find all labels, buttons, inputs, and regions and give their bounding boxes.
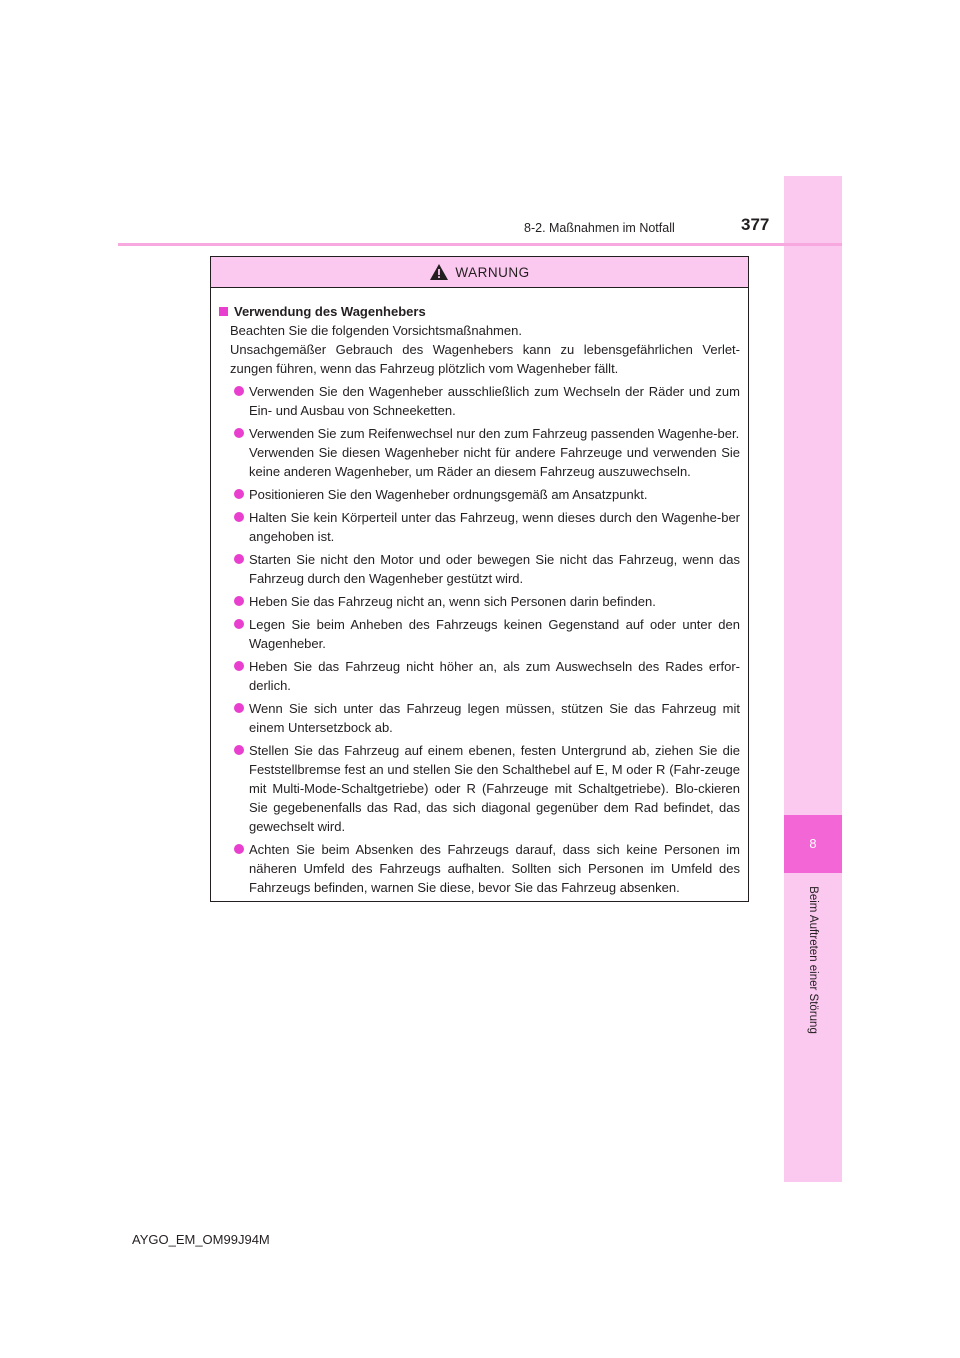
bullet-dot-icon: [234, 661, 244, 671]
list-item-text: Heben Sie das Fahrzeug nicht höher an, als zum Auswechseln des Rades erfor-derlich.: [249, 659, 740, 693]
warning-heading-text: Verwendung des Wagenhebers: [234, 304, 426, 319]
list-item-text: Halten Sie kein Körperteil unter das Fahrzeug, wenn dieses durch den Wagenhe-ber angehoben ist.: [249, 510, 740, 544]
bullet-dot-icon: [234, 428, 244, 438]
warning-body: [211, 288, 748, 897]
list-item-text: Starten Sie nicht den Motor und oder bewegen Sie nicht das Fahrzeug, wenn das Fahrzeug durch den Wagenheber gestützt wird.: [249, 552, 740, 586]
warning-heading: [219, 302, 740, 321]
precaution-list: [219, 382, 740, 897]
list-item: [219, 657, 740, 695]
warning-box: [210, 256, 749, 902]
list-item: [219, 550, 740, 588]
chapter-title: Beim Auftreten einer Störung: [807, 886, 819, 1034]
bullet-dot-icon: [234, 703, 244, 713]
list-item: [219, 424, 740, 481]
list-item: [219, 508, 740, 546]
square-bullet-icon: [219, 307, 228, 316]
document-code: AYGO_EM_OM99J94M: [132, 1232, 270, 1247]
bullet-dot-icon: [234, 745, 244, 755]
warning-header: [211, 257, 748, 288]
list-item-text: Wenn Sie sich unter das Fahrzeug legen müssen, stützen Sie das Fahrzeug mit einem Untersetzbock ab.: [249, 701, 740, 735]
bullet-dot-icon: [234, 554, 244, 564]
list-item: [219, 382, 740, 420]
list-item: [219, 741, 740, 836]
list-item-text: Heben Sie das Fahrzeug nicht an, wenn sich Personen darin befinden.: [249, 594, 656, 609]
list-item-text: Stellen Sie das Fahrzeug auf einem ebenen, festen Untergrund ab, ziehen Sie die Feststellbremse fest an und stellen Sie den Schalthebel auf E, M oder R (Fahr-zeuge mit Multi-Mode-Schaltgetriebe) oder R (Fahrzeuge mit Schaltgetriebe). Blo-ckieren Sie gegebenenfalls das Rad, das sich diagonal gegenüber dem Rad befindet, das gewechselt wird.: [249, 743, 740, 834]
intro-line: Unsachgemäßer Gebrauch des Wagenhebers kann zu lebensgefährlichen Verlet-zungen führen, wenn das Fahrzeug plötzlich vom Wagenheber fällt.: [230, 342, 740, 376]
bullet-dot-icon: [234, 512, 244, 522]
list-item: [219, 699, 740, 737]
list-item-text: Legen Sie beim Anheben des Fahrzeugs keinen Gegenstand auf oder unter den Wagenheber.: [249, 617, 740, 651]
warning-title: WARNUNG: [455, 264, 530, 280]
warning-triangle-icon: [429, 263, 449, 281]
list-item-text: Achten Sie beim Absenken des Fahrzeugs darauf, dass sich keine Personen im näheren Umfeld des Fahrzeugs aufhalten. Sollten sich Personen im Umfeld des Fahrzeugs befinden, warnen Sie diese, bevor Sie das Fahrzeug absenken.: [249, 842, 740, 895]
header-rule: [118, 243, 842, 246]
list-item: [219, 485, 740, 504]
bullet-dot-icon: [234, 619, 244, 629]
bullet-dot-icon: [234, 489, 244, 499]
list-item: [219, 615, 740, 653]
list-item: [219, 840, 740, 897]
bullet-dot-icon: [234, 596, 244, 606]
list-item: [219, 592, 740, 611]
list-item-text: Positionieren Sie den Wagenheber ordnungsgemäß am Ansatzpunkt.: [249, 487, 648, 502]
bullet-dot-icon: [234, 386, 244, 396]
bullet-dot-icon: [234, 844, 244, 854]
list-item-text: Verwenden Sie den Wagenheber ausschließlich zum Wechseln der Räder und zum Ein- und Ausbau von Schneeketten.: [249, 384, 740, 418]
chapter-number: 8: [784, 815, 842, 873]
section-title: 8-2. Maßnahmen im Notfall: [524, 221, 675, 235]
page-number: 377: [741, 215, 770, 234]
list-item-text: Verwenden Sie zum Reifenwechsel nur den zum Fahrzeug passenden Wagenhe-ber. Verwenden Sie diesen Wagenheber nicht für andere Fahrzeuge und verwenden Sie keine anderen Wagenheber, um Räder an diesem Fahrzeug auszuwechseln.: [249, 426, 740, 479]
intro-line: Beachten Sie die folgenden Vorsichtsmaßnahmen.: [230, 323, 522, 338]
